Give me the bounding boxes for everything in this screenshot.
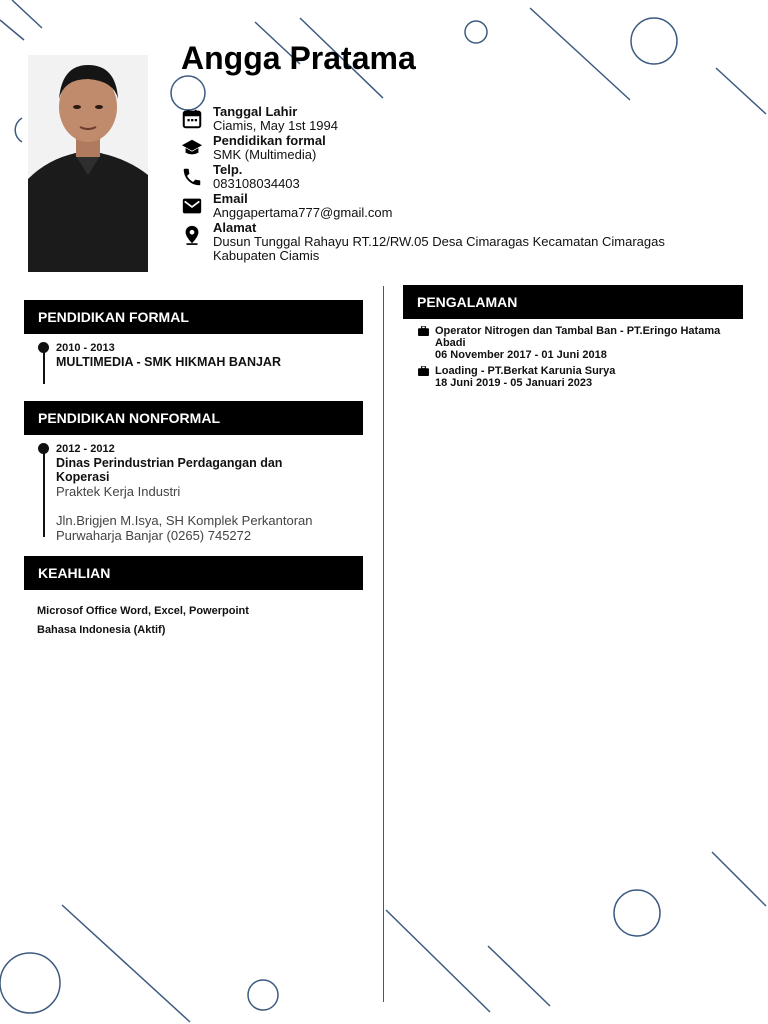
experience-item [418,365,738,389]
info-education-value: SMK (Multimedia) [213,147,317,162]
experience-period: 18 Juni 2019 - 05 Januari 2023 [435,377,593,389]
personal-info [181,104,701,263]
info-email-value: Anggapertama777@gmail.com [213,205,393,220]
info-address-value: Dusun Tunggal Rahayu RT.12/RW.05 Desa Cimaragas Kecamatan Cimaragas Kabupaten Ciamis [213,234,665,263]
briefcase-icon [418,366,429,376]
info-birth [181,104,701,133]
info-education [181,133,701,162]
info-phone [181,162,701,191]
info-birth-value: Ciamis, May 1st 1994 [213,118,338,133]
skills-list [37,602,249,640]
nonformal-education-address: Jln.Brigjen M.Isya, SH Komplek Perkantoran Purwaharja Banjar (0265) 745272 [56,513,313,543]
info-birth-label: Tanggal Lahir [213,104,298,119]
timeline-line [43,451,45,537]
graduation-cap-icon [181,137,203,159]
nonformal-education-entry [38,443,338,543]
calendar-icon [181,108,203,130]
experience-item [418,325,738,361]
section-header-skills: KEAHLIAN [24,556,363,590]
info-email-label: Email [213,191,248,206]
info-address-label: Alamat [213,220,257,235]
section-header-nonformal-education: PENDIDIKAN NONFORMAL [24,401,363,435]
experience-role: Loading - PT.Berkat Karunia Surya [435,365,616,377]
nonformal-education-org: Dinas Perindustrian Perdagangan dan Koperasi [56,456,283,484]
info-education-label: Pendidikan formal [213,133,326,148]
experience-period: 06 November 2017 - 01 Juni 2018 [435,349,607,361]
phone-icon [181,166,203,188]
skill-item: Microsof Office Word, Excel, Powerpoint [37,605,249,617]
experience-role: Operator Nitrogen dan Tambal Ban - PT.Eringo Hatama Abadi [435,325,721,349]
nonformal-education-years: 2012 - 2012 [56,443,115,455]
briefcase-icon [418,326,429,336]
nonformal-education-program: Praktek Kerja Industri [56,484,181,499]
formal-education-school: MULTIMEDIA - SMK HIKMAH BANJAR [56,355,281,369]
column-divider [383,286,384,1002]
experience-list [418,325,738,393]
info-address [181,220,701,263]
profile-photo [28,55,148,272]
info-phone-value: 083108034403 [213,176,300,191]
formal-education-entry [38,342,358,369]
info-email [181,191,701,220]
person-name: Angga Pratama [181,40,416,76]
skill-item: Bahasa Indonesia (Aktif) [37,624,166,636]
timeline-line [43,350,45,384]
formal-education-years: 2010 - 2013 [56,342,115,354]
section-header-formal-education: PENDIDIKAN FORMAL [24,300,363,334]
info-phone-label: Telp. [213,162,243,177]
section-header-experience: PENGALAMAN [403,285,743,319]
mail-icon [181,195,203,217]
location-pin-icon [181,224,203,246]
